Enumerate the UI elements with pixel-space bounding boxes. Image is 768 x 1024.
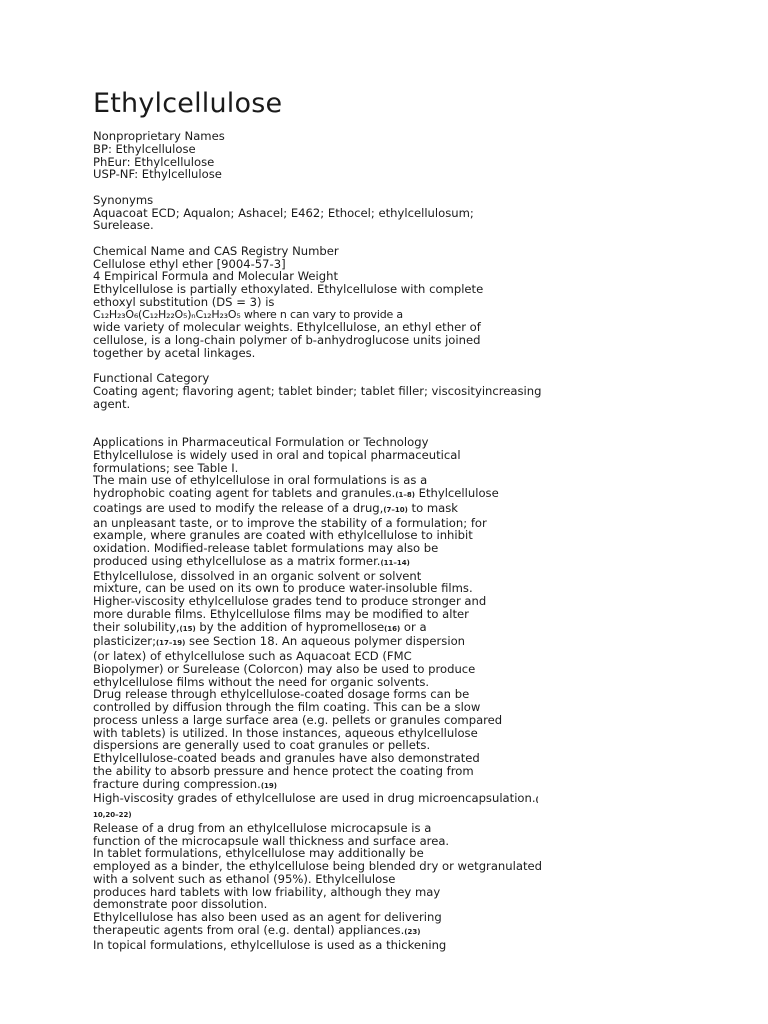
text-line: hydrophobic coating agent for tablets and granules.(1–8) Ethylcellulose xyxy=(93,486,499,500)
text-line: produced using ethylcellulose as a matrix former.(11–14) xyxy=(93,553,410,568)
text-line: 10,20–22) xyxy=(93,811,132,819)
text-line: produces hard tablets with low friability, although they may xyxy=(93,884,441,899)
document-title: Ethylcellulose xyxy=(93,88,283,119)
text-line: In topical formulations, ethylcellulose is used as a thickening xyxy=(93,937,447,952)
text-line: The main use of ethylcellulose in oral formulations is as a xyxy=(93,473,428,488)
text-line: more durable films. Ethylcellulose films may be modified to alter xyxy=(93,606,469,621)
text-line: agent. xyxy=(93,396,131,411)
text-line: coatings are used to modify the release of a drug,(7–10) to mask xyxy=(93,500,459,515)
text-line: function of the microcapsule wall thickness and surface area. xyxy=(93,833,450,848)
text-line: Ethylcellulose is widely used in oral and topical pharmaceutical xyxy=(93,447,461,462)
document-body xyxy=(93,130,753,951)
text-line: BP: Ethylcellulose xyxy=(93,141,196,156)
text-line: Surelease. xyxy=(93,218,154,233)
text-line: fracture during compression.(19) xyxy=(93,776,277,791)
text-line: ethoxyl substitution (DS = 3) is xyxy=(93,294,275,309)
text-line: their solubility,(15) by the addition of hypromellose(16) or a xyxy=(93,619,427,634)
text-line: employed as a binder, the ethylcellulose being blended dry or wetgranulated xyxy=(93,859,542,873)
text-line: the ability to absorb pressure and hence protect the coating from xyxy=(93,763,474,778)
text-line: controlled by diffusion through the film coating. This can be a slow xyxy=(93,700,481,714)
text-line: Release of a drug from an ethylcellulose microcapsule is a xyxy=(93,820,432,835)
text-line: PhEur: Ethylcellulose xyxy=(93,154,215,169)
text-line: cellulose, is a long-chain polymer of b-anhydroglucose units joined xyxy=(93,333,481,347)
text-line: (or latex) of ethylcellulose such as Aquacoat ECD (FMC xyxy=(93,649,412,663)
paragraph-gap xyxy=(93,411,753,424)
text-line: Ethylcellulose is partially ethoxylated. Ethylcellulose with complete xyxy=(93,282,484,296)
text-line: mixture, can be used on its own to produce water-insoluble films. xyxy=(93,581,473,596)
text-line: Cellulose ethyl ether [9004-57-3] xyxy=(93,256,286,271)
text-line: USP-NF: Ethylcellulose xyxy=(93,167,222,182)
text-line: Functional Category xyxy=(93,371,210,386)
text-line: Biopolymer) or Surelease (Colorcon) may also be used to produce xyxy=(93,661,476,676)
text-line: Coating agent; flavoring agent; tablet binder; tablet filler; viscosityincreasing xyxy=(93,384,542,398)
text-line: process unless a large surface area (e.g. pellets or granules compared xyxy=(93,712,503,727)
text-line: Ethylcellulose-coated beads and granules have also demonstrated xyxy=(93,751,480,765)
document-page xyxy=(93,84,753,952)
text-line: Nonproprietary Names xyxy=(93,129,225,143)
text-line: Ethylcellulose, dissolved in an organic solvent or solvent xyxy=(93,568,422,583)
text-line: dispersions are generally used to coat granules or pellets. xyxy=(93,738,431,753)
text-line: ethylcellulose films without the need for organic solvents. xyxy=(93,674,430,689)
text-line: oxidation. Modified-release tablet formulations may also be xyxy=(93,541,439,555)
text-line: Chemical Name and CAS Registry Number xyxy=(93,243,339,258)
text-line: Drug release through ethylcellulose-coated dosage forms can be xyxy=(93,687,470,702)
text-line: example, where granules are coated with ethylcellulose to inhibit xyxy=(93,528,473,543)
text-line: together by acetal linkages. xyxy=(93,345,256,360)
text-line: plasticizer;(17–19) see Section 18. An aqueous polymer dispersion xyxy=(93,634,466,649)
text-line: Higher-viscosity ethylcellulose grades tend to produce stronger and xyxy=(93,594,487,608)
text-line: formulations; see Table I. xyxy=(93,460,239,475)
text-line: C₁₂H₂₃O₆(C₁₂H₂₂O₅)ₙC₁₂H₂₃O₅ where n can vary to provide a xyxy=(93,307,403,321)
text-line: High-viscosity grades of ethylcellulose are used in drug microencapsulation.( xyxy=(93,791,539,806)
text-line: 4 Empirical Formula and Molecular Weight xyxy=(93,269,339,284)
text-line: In tablet formulations, ethylcellulose may additionally be xyxy=(93,846,424,861)
text-line: with a solvent such as ethanol (95%). Ethylcellulose xyxy=(93,871,396,886)
text-line: Applications in Pharmaceutical Formulation or Technology xyxy=(93,435,429,449)
paragraph-gap xyxy=(93,181,753,194)
text-line: Synonyms xyxy=(93,192,154,207)
paragraph-gap xyxy=(93,232,753,245)
text-line: an unpleasant taste, or to improve the stability of a formulation; for xyxy=(93,515,487,530)
text-line: therapeutic agents from oral (e.g. dental) appliances.(23) xyxy=(93,922,421,937)
text-line: Ethylcellulose has also been used as an agent for delivering xyxy=(93,910,442,924)
text-line: with tablets) is utilized. In those instances, aqueous ethylcellulose xyxy=(93,725,478,740)
text-line: Aquacoat ECD; Aqualon; Ashacel; E462; Ethocel; ethylcellulosum; xyxy=(93,205,474,220)
text-line: wide variety of molecular weights. Ethylcellulose, an ethyl ether of xyxy=(93,320,481,335)
text-line: demonstrate poor dissolution. xyxy=(93,897,268,912)
